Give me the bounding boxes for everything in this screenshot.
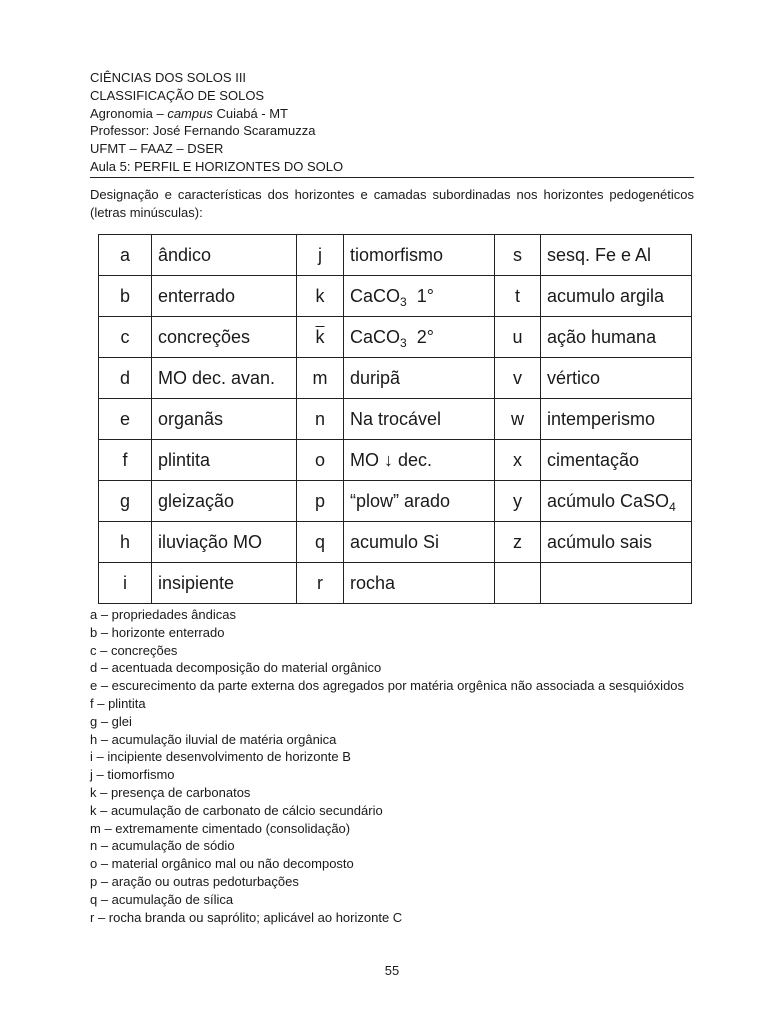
table-cell: concreções	[152, 317, 297, 358]
table-cell: f	[99, 440, 152, 481]
horizon-notes-list	[90, 606, 694, 926]
table-cell: vértico	[541, 358, 692, 399]
formula-subscript: 4	[669, 499, 676, 514]
table-cell: duripã	[344, 358, 495, 399]
list-item: e – escurecimento da parte externa dos agregados por matéria orgênica não associada a sesquióxidos	[90, 678, 685, 694]
table-cell: insipiente	[152, 563, 297, 604]
table-cell	[495, 563, 541, 604]
table-cell: n	[297, 399, 344, 440]
list-item: p – aração ou outras pedoturbações	[90, 873, 299, 889]
table-cell: v	[495, 358, 541, 399]
order-mark: 2°	[416, 326, 434, 347]
table-row	[99, 522, 692, 563]
table-cell: MO ↓ dec.	[344, 440, 495, 481]
table-cell: tiomorfismo	[344, 235, 495, 276]
intro-paragraph: Designação e características dos horizontes e camadas subordinadas nos horizontes pedogenéticos (letras minúsculas):	[90, 187, 694, 220]
list-item: c – concreções	[90, 642, 178, 658]
table-cell: acúmulo sais	[541, 522, 692, 563]
list-item: a – propriedades ândicas	[90, 607, 236, 622]
k-overline-letter: $\overline{k}$	[315, 326, 325, 347]
table-body	[99, 235, 692, 604]
formula-text: acúmulo CaSO	[547, 490, 670, 511]
table-cell: organãs	[152, 399, 297, 440]
header-divider	[90, 177, 694, 178]
list-item: g – glei	[90, 713, 132, 729]
horizon-designation-table	[98, 234, 692, 604]
document-page	[90, 0, 694, 1024]
table-cell: ândico	[152, 235, 297, 276]
table-cell: i	[99, 563, 152, 604]
list-item: o – material orgânico mal ou não decomposto	[90, 856, 354, 872]
table-cell: rocha	[344, 563, 495, 604]
table-cell: m	[297, 358, 344, 399]
table-cell: u	[495, 317, 541, 358]
table-cell: z	[495, 522, 541, 563]
topic-title: CLASSIFICAÇÃO DE SOLOS	[90, 87, 265, 103]
table-cell	[344, 276, 495, 317]
table-cell: plintita	[152, 440, 297, 481]
table-cell: w	[495, 399, 541, 440]
list-item: r – rocha branda ou saprólito; aplicável ao horizonte C	[90, 909, 403, 925]
formula-text: CaCO	[350, 326, 401, 347]
table-row	[99, 317, 692, 358]
table-cell: acumulo argila	[541, 276, 692, 317]
table-cell: gleização	[152, 481, 297, 522]
table-cell	[344, 317, 495, 358]
table-cell: a	[99, 235, 152, 276]
table-cell: g	[99, 481, 152, 522]
lesson-title: Aula 5: PERFIL E HORIZONTES DO SOLO	[90, 158, 344, 174]
order-mark: 1°	[416, 285, 434, 306]
table-row	[99, 235, 692, 276]
table-cell: k	[297, 276, 344, 317]
list-item: i – incipiente desenvolvimento de horizonte B	[90, 749, 351, 765]
table-cell: cimentação	[541, 440, 692, 481]
table-cell: c	[99, 317, 152, 358]
program-line: Agronomia – campus Cuiabá - MT	[90, 105, 288, 121]
table-cell: d	[99, 358, 152, 399]
table-cell: t	[495, 276, 541, 317]
table-cell: intemperismo	[541, 399, 692, 440]
table-cell: ação humana	[541, 317, 692, 358]
table-cell	[541, 563, 692, 604]
list-item: j – tiomorfismo	[90, 767, 175, 783]
list-item: m – extremamente cimentado (consolidação)	[90, 820, 351, 836]
table-cell: enterrado	[152, 276, 297, 317]
table-cell: sesq. Fe e Al	[541, 235, 692, 276]
course-title: CIÊNCIAS DOS SOLOS III	[90, 70, 247, 85]
table-cell: h	[99, 522, 152, 563]
table-cell: iluviação MO	[152, 522, 297, 563]
table-cell: e	[99, 399, 152, 440]
table-cell: MO dec. avan.	[152, 358, 297, 399]
table-cell: x	[495, 440, 541, 481]
institution-line: UFMT – FAAZ – DSER	[90, 141, 224, 157]
list-item: h – acumulação iluvial de matéria orgânica	[90, 731, 337, 747]
table-cell: b	[99, 276, 152, 317]
formula-subscript: 3	[400, 294, 407, 309]
table-cell: r	[297, 563, 344, 604]
table-cell: q	[297, 522, 344, 563]
table-cell	[297, 317, 344, 358]
list-item: k – presença de carbonatos	[90, 784, 251, 800]
table-cell: o	[297, 440, 344, 481]
list-item: k – acumulação de carbonato de cálcio secundário	[90, 802, 383, 818]
document-header	[90, 69, 694, 176]
table-cell: j	[297, 235, 344, 276]
table-cell: y	[495, 481, 541, 522]
table-row	[99, 358, 692, 399]
professor-line: Professor: José Fernando Scaramuzza	[90, 123, 316, 139]
table-cell: acumulo Si	[344, 522, 495, 563]
formula-text: CaCO	[350, 285, 401, 306]
list-item: q – acumulação de sílica	[90, 891, 234, 907]
table-cell: Na trocável	[344, 399, 495, 440]
formula-subscript: 3	[400, 335, 407, 350]
table-cell	[541, 481, 692, 522]
table-row	[99, 399, 692, 440]
table-cell: “plow” arado	[344, 481, 495, 522]
table-row	[99, 563, 692, 604]
table-cell: s	[495, 235, 541, 276]
table-cell: p	[297, 481, 344, 522]
list-item: b – horizonte enterrado	[90, 624, 225, 640]
page-number: 55	[384, 963, 400, 978]
table-row	[99, 440, 692, 481]
table-row	[99, 481, 692, 522]
list-item: n – acumulação de sódio	[90, 838, 235, 854]
list-item: d – acentuada decomposição do material orgânico	[90, 660, 382, 676]
table-row	[99, 276, 692, 317]
list-item: f – plintita	[90, 695, 146, 711]
